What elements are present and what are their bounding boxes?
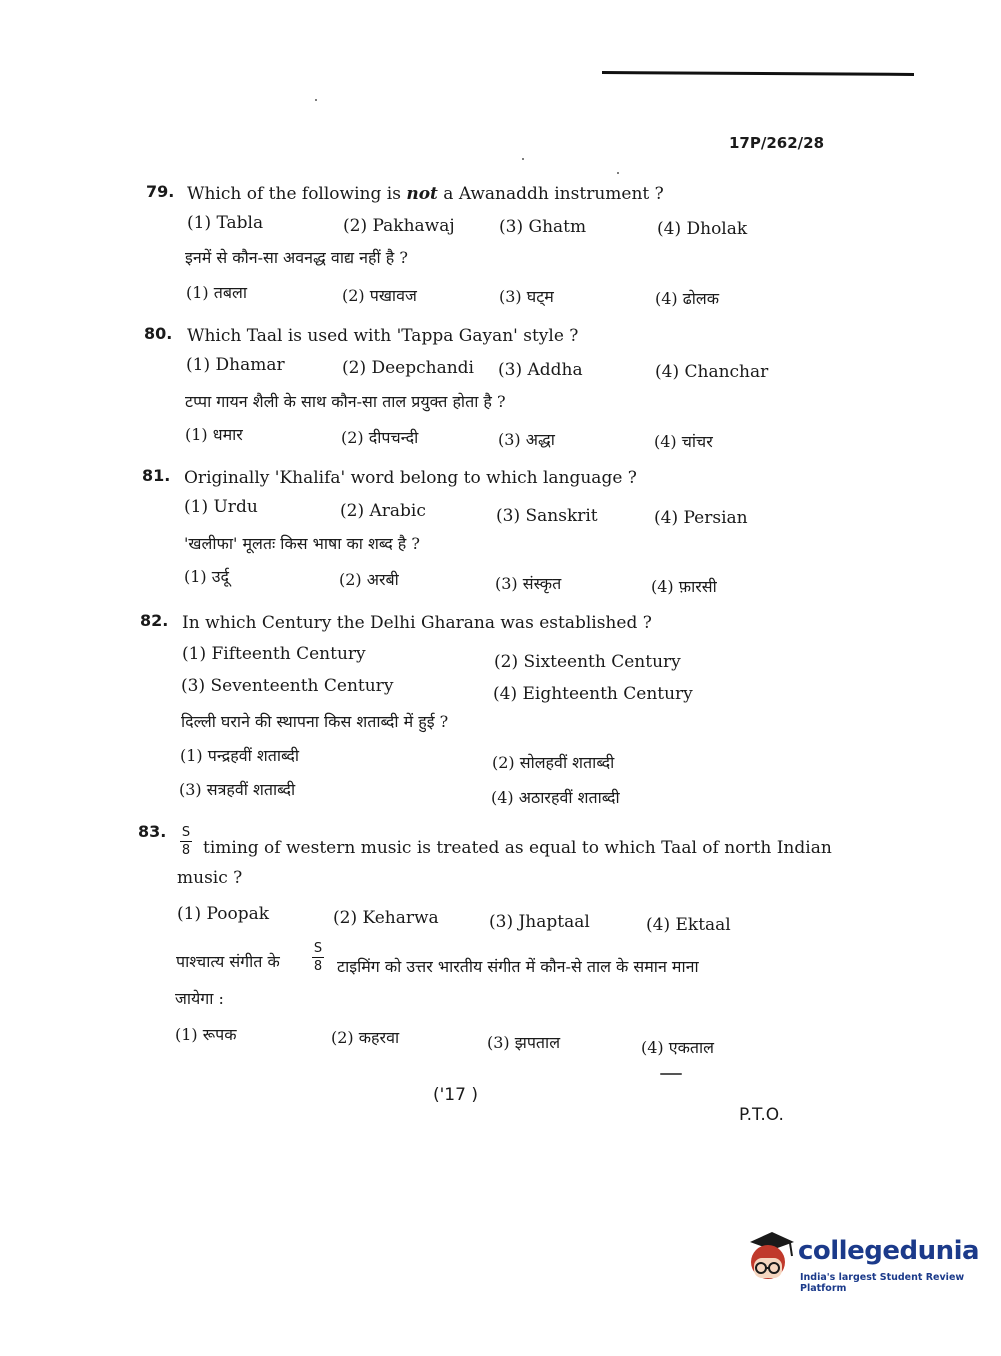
option-3-hindi[interactable]: (3) अद्धा xyxy=(498,430,555,449)
mascot-icon xyxy=(742,1228,798,1288)
option-1-hindi[interactable]: (1) रूपक xyxy=(175,1025,237,1044)
scan-speck xyxy=(522,158,524,160)
option-1[interactable]: (1) Poopak xyxy=(177,904,270,924)
question-number: 83. xyxy=(138,822,167,841)
option-1-hindi[interactable]: (1) उर्दू xyxy=(184,567,230,586)
question-text: timing of western music is treated as equal to which Taal of north Indian xyxy=(203,838,832,858)
question-text-hindi: 'खलीफा' मूलतः किस भाषा का शब्द है ? xyxy=(184,534,420,553)
option-2[interactable]: (2) Sixteenth Century xyxy=(494,652,681,672)
question-text: Which Taal is used with 'Tappa Gayan' style ? xyxy=(187,326,579,346)
top-rule xyxy=(602,71,914,76)
paper-code: 17P/262/28 xyxy=(729,134,825,152)
pto-label: P.T.O. xyxy=(739,1105,784,1125)
question-number: 80. xyxy=(144,324,173,343)
option-4[interactable]: (4) Chanchar xyxy=(655,362,769,382)
question-text-hindi: टप्पा गायन शैली के साथ कौन-सा ताल प्रयुक्त होता है ? xyxy=(185,392,506,411)
option-2[interactable]: (2) Arabic xyxy=(340,501,426,521)
option-3[interactable]: (3) Addha xyxy=(498,360,583,380)
option-4[interactable]: (4) Dholak xyxy=(657,219,748,239)
option-3[interactable]: (3) Sanskrit xyxy=(496,506,598,526)
question-text-cont: music ? xyxy=(177,868,243,888)
brand-name: collegedunia xyxy=(798,1236,980,1266)
question-text-hindi-cont: टाइमिंग को उत्तर भारतीय संगीत में कौन-से ताल के समान माना xyxy=(337,957,699,976)
option-3[interactable]: (3) Seventeenth Century xyxy=(181,676,394,696)
fraction-denominator: 8 xyxy=(313,959,323,974)
scan-speck xyxy=(315,99,317,101)
fraction-s-over-8-hindi xyxy=(312,941,324,974)
fraction-numerator: S xyxy=(313,941,323,956)
fraction-s-over-8 xyxy=(180,825,192,858)
option-3-hindi[interactable]: (3) सत्रहवीं शताब्दी xyxy=(179,780,296,799)
option-4-hindi[interactable]: (4) ढोलक xyxy=(655,289,720,308)
option-1[interactable]: (1) Urdu xyxy=(184,497,258,517)
question-number: 82. xyxy=(140,611,169,630)
question-text-hindi-line2: जायेगा : xyxy=(175,989,224,1008)
option-1-hindi[interactable]: (1) तबला xyxy=(186,283,247,302)
question-text: Originally 'Khalifa' word belong to which language ? xyxy=(184,468,637,488)
option-1[interactable]: (1) Dhamar xyxy=(186,355,285,375)
question-text: In which Century the Delhi Gharana was established ? xyxy=(182,613,652,633)
option-4-hindi[interactable]: (4) अठारहवीं शताब्दी xyxy=(491,788,620,807)
question-text-hindi: पाश्चात्य संगीत के xyxy=(176,952,280,971)
question-number: 81. xyxy=(142,466,171,485)
option-3-hindi[interactable]: (3) संस्कृत xyxy=(495,574,562,593)
option-3-hindi[interactable]: (3) झपताल xyxy=(487,1033,561,1052)
scan-speck xyxy=(617,172,619,174)
scan-speck xyxy=(660,1073,682,1075)
brand-tagline: India's largest Student Review Platform xyxy=(800,1272,965,1294)
fraction-bar xyxy=(312,957,324,958)
question-text-hindi: दिल्ली घराने की स्थापना किस शताब्दी में हुई ? xyxy=(181,712,449,731)
question-number: 79. xyxy=(146,182,175,201)
option-2-hindi[interactable]: (2) कहरवा xyxy=(331,1028,400,1047)
option-1[interactable]: (1) Fifteenth Century xyxy=(182,644,366,664)
option-2[interactable]: (2) Deepchandi xyxy=(342,358,474,378)
option-4-hindi[interactable]: (4) एकताल xyxy=(641,1038,714,1057)
option-3[interactable]: (3) Ghatm xyxy=(499,217,587,237)
option-3-hindi[interactable]: (3) घट्म xyxy=(499,287,554,306)
option-2[interactable]: (2) Keharwa xyxy=(333,908,439,928)
page-number: ('17 ) xyxy=(433,1085,478,1105)
fraction-numerator: S xyxy=(181,825,191,840)
option-2[interactable]: (2) Pakhawaj xyxy=(343,216,455,236)
fraction-denominator: 8 xyxy=(181,843,191,858)
option-1-hindi[interactable]: (1) धमार xyxy=(185,425,243,444)
option-4[interactable]: (4) Persian xyxy=(654,508,748,528)
option-4-hindi[interactable]: (4) फ़ारसी xyxy=(651,577,717,596)
collegedunia-logo xyxy=(742,1228,980,1308)
option-2-hindi[interactable]: (2) अरबी xyxy=(339,570,399,589)
question-text: Which of the following is not a Awanaddh instrument ? xyxy=(187,184,664,204)
option-2-hindi[interactable]: (2) दीपचन्दी xyxy=(341,428,419,447)
option-1-hindi[interactable]: (1) पन्द्रहवीं शताब्दी xyxy=(180,746,300,765)
option-2-hindi[interactable]: (2) सोलहवीं शताब्दी xyxy=(492,753,615,772)
option-1[interactable]: (1) Tabla xyxy=(187,213,264,233)
fraction-bar xyxy=(180,841,192,842)
option-4[interactable]: (4) Eighteenth Century xyxy=(493,684,693,704)
option-4-hindi[interactable]: (4) चांचर xyxy=(654,432,713,451)
option-4[interactable]: (4) Ektaal xyxy=(646,915,731,935)
option-3[interactable]: (3) Jhaptaal xyxy=(489,912,590,932)
question-text-hindi: इनमें से कौन-सा अवनद्ध वाद्य नहीं है ? xyxy=(185,248,408,267)
option-2-hindi[interactable]: (2) पखावज xyxy=(342,286,417,305)
